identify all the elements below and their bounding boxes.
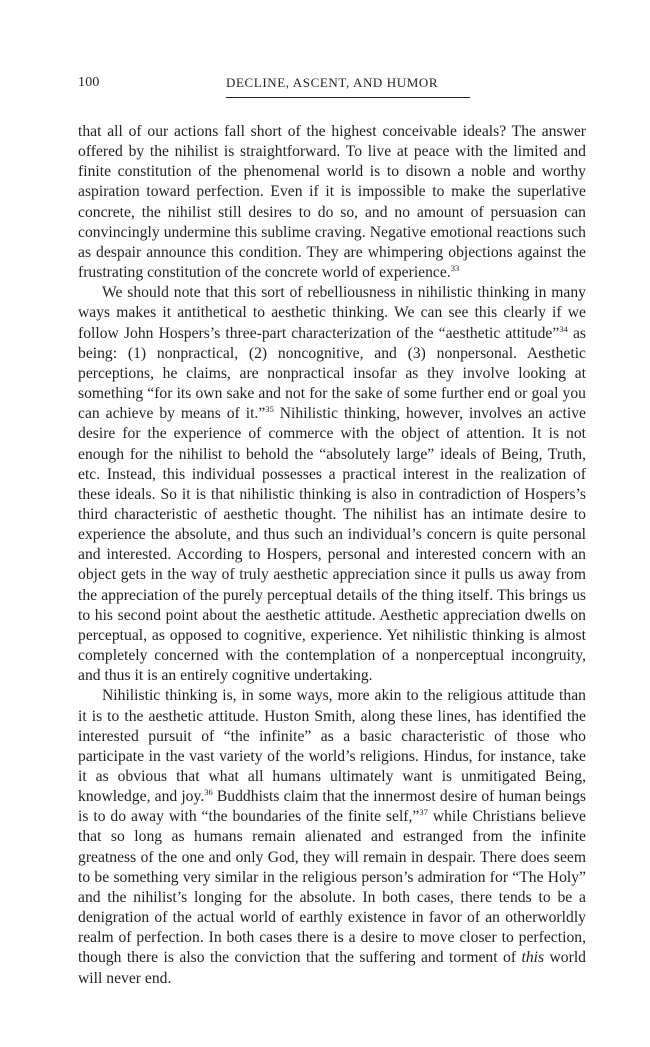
- text-run: while Christians believe that so long as humans remain alienated and estranged from the infinite greatness of the one and only God, they will remain in despair. There does seem to be something very similar in the religious person’s admiration for “The Holy” and the nihilist’s longing for the absolute. In both cases, there tends to be a denigration of the actual world of earthly existence in favor of an otherworldly realm of perfection. In both cases there is a desire to move closer to perfection, though there is also the conviction that the suffering and torment of: [78, 808, 586, 967]
- note-reference: 33: [450, 262, 460, 273]
- body-text: [78, 122, 586, 989]
- note-reference: 35: [265, 404, 274, 414]
- paragraph: [78, 122, 586, 283]
- note-reference: 37: [419, 807, 428, 818]
- text-run: Nihilistic thinking is, in some ways, more akin to the religious attitude than it is to the aesthetic attitude. Huston Smith, along these lines, has identified the interested pursuit of “the infinite” as a basic characteristic of those who participate in the vast variety of the world’s religions. Hindus, for instance, take it as obvious that what all humans ultimately want is unmitigated Being, knowledge, and joy.: [78, 687, 586, 806]
- text-run: Nihilistic thinking, however, involves an active desire for the experience of commerce with the object of attention. It is not enough for the nihilist to behold the “absolutely large” ideals of Being, Truth, etc. Instead, this individual possesses a practical interest in the realization of these ideals. So it is that nihilistic thinking is also in contradiction of Hospers’s third characteristic of aesthetic thought. The nihilist has an intimate desire to experience the absolute, and thus such an individual’s concern is quite personal and interested. According to Hospers, personal and interested concern with an object gets in the way of truly aesthetic appreciation since it pulls us away from the appreciation of the purely perceptual details of the thing itself. This brings us to his second point about the aesthetic attitude. Aesthetic appreciation dwells on perceptual, as opposed to cognitive, experience. Yet nihilistic thinking is almost completely concerned with the contemplation of a nonperceptual incongruity, and thus it is an entirely cognitive undertaking.: [78, 405, 586, 685]
- text-run: We should note that this sort of rebelliousness in nihilistic thinking in many ways makes it antithetical to aesthetic thinking. We can see this clearly if we follow John Hospers’s three-part characterization of the “aesthetic attitude”: [78, 284, 586, 342]
- text-run: as being: (1) nonpractical, (2) noncognitive, and (3) nonpersonal. Aesthetic perceptions, he claims, are nonpractical insofar as they involve looking at something “for its own sake and not for the sake of some further end or goal you can achieve by means of it.”: [78, 324, 587, 423]
- page-number: 100: [78, 75, 100, 90]
- running-head: [78, 75, 586, 97]
- note-reference: 36: [204, 786, 213, 797]
- text-run: Buddhists claim that the innermost desire of human beings is to do away with “the boundaries of the finite self,”: [78, 788, 586, 826]
- paragraph: [78, 283, 586, 686]
- running-title: DECLINE, ASCENT, AND HUMOR: [226, 75, 439, 90]
- header-rule: [226, 97, 470, 98]
- note-reference: 34: [559, 323, 568, 334]
- text-run: that all of our actions fall short of the highest conceivable ideals? The answer offered by the nihilist is straightforward. To live at peace with the limited and finite constitution of the phenomenal world is to disown a noble and worthy aspiration toward perfection. Even if it is impossible to make the superlative concrete, the nihilist still desires to do so, and no amount of persuasion can convincingly undermine this sublime craving. Negative emotional reactions such as despair announce this condition. They are whimpering objections against the frustrating constitution of the concrete world of experience.: [78, 123, 586, 282]
- paragraph: [78, 686, 586, 988]
- italic-text: this: [521, 949, 545, 967]
- text-run: world will never end.: [78, 949, 586, 987]
